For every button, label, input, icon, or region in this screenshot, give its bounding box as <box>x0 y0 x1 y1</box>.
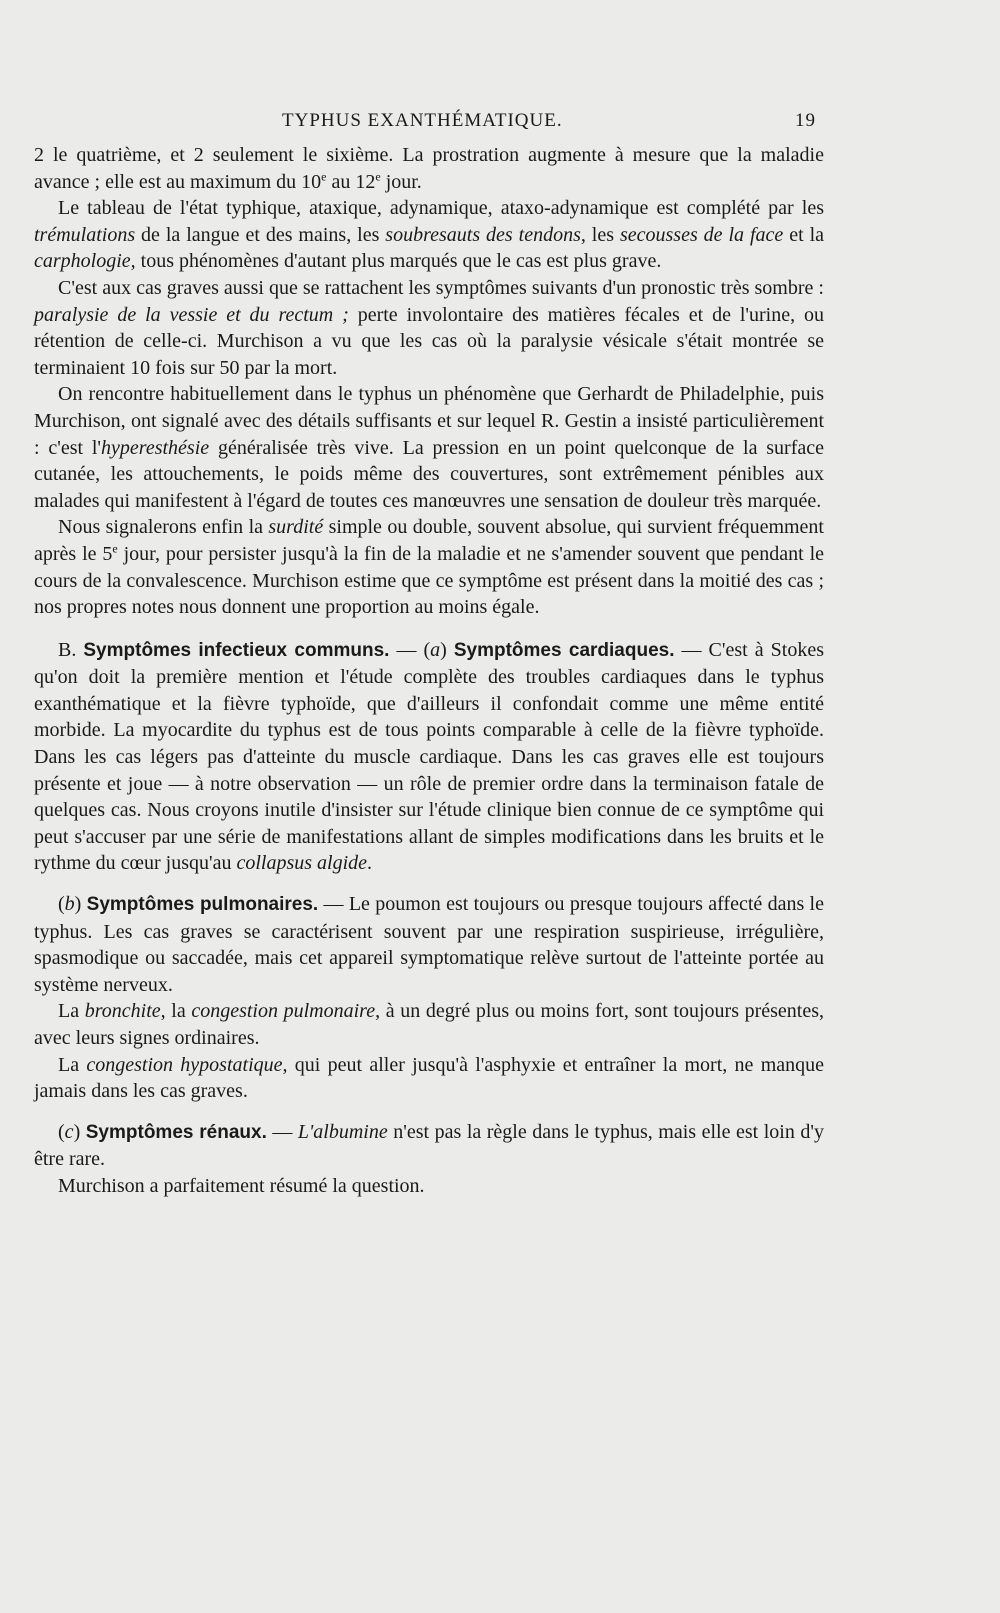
paragraph-renaux: (c) Symptômes rénaux. — L'albumine n'est pas la règle dans le typhus, mais elle est loin d'y être rare. <box>34 1120 824 1171</box>
running-header <box>34 110 816 136</box>
paragraph-4: On rencontre habituellement dans le typhus un phénomène que Gerhardt de Philadelphie, puis Murchison, ont signalé avec des détails suffisants et sur lequel R. Gestin a insisté particulièrement : c'est l'hyperesthésie généralisée très vive. La pression en un point quelconque de la surface cutanée, les attouchements, le poids même des couvertures, sont extrêmement pénibles aux malades qui manifestent à l'égard de toutes ces manœuvres une sensation de douleur très marquée. <box>34 383 824 512</box>
paragraph-8: La bronchite, la congestion pulmonaire, à un degré plus ou moins fort, sont toujours présentes, avec leurs signes ordinaires. <box>34 1000 825 1049</box>
subsection-heading: Symptômes rénaux. <box>85 1121 267 1143</box>
page-number: 19 <box>795 110 816 131</box>
paragraph-11: Murchison a parfaitement résumé la question. <box>58 1174 425 1197</box>
subsection-heading: Symptômes cardiaques. <box>453 639 675 661</box>
paragraph-3: C'est aux cas graves aussi que se rattachent les symptômes suivants d'un pronostic très sombre : paralysie de la vessie et du rectum ; perte involontaire des matières fécales et de l'urine, ou rétention de celle-ci. Murchison a vu que les cas où la paralysie vésicale s'était montrée se terminaient 10 fois sur 50 par la mort. <box>34 276 824 379</box>
paragraph-section-b: B. Symptômes infectieux communs. — (a) Symptômes cardiaques. — C'est à Stokes qu'on doit la première mention et l'étude complète des troubles cardiaques dans le typhus exanthématique et la fièvre typhoïde, que d'ailleurs il confondait comme une même entité morbide. La myocardite du typhus est de tous points comparable à celle de la fièvre typhoïde. Dans les cas légers pas d'atteinte du muscle cardiaque. Dans les cas graves elle est toujours présente et joue — à notre observation — un rôle de premier ordre dans la terminaison fatale de quelques cas. Nous croyons inutile d'insister sur l'étude clinique bien connue de ce symptôme qui peut s'accuser par une série de manifestations allant de simples modifications dans les bruits et le rythme du cœur jusqu'au collapsus algide. <box>34 638 824 875</box>
paragraph-2: Le tableau de l'état typhique, ataxique, adynamique, ataxo-adynamique est complété par les trémulations de la langue et des mains, les soubresauts des tendons, les secousses de la face et la carphologie, tous phénomènes d'autant plus marqués que le cas est plus grave. <box>34 197 825 273</box>
paragraph-5: Nous signalerons enfin la surdité simple ou double, souvent absolue, qui survient fréquemment après le 5e jour, pour persister jusqu'à la fin de la maladie et ne s'amender souvent que pendant le cours de la convalescence. Murchison estime que ce symptôme est présent dans la moitié des cas ; nos propres notes nous donnent une proportion au moins égale. <box>34 516 824 619</box>
section-heading: Symptômes infectieux communs. <box>83 639 390 661</box>
paragraph-pulmonaires: (b) Symptômes pulmonaires. — Le poumon est toujours ou presque toujours affecté dans le typhus. Les cas graves se caractérisent souvent par une respiration suspirieuse, irrégulière, spasmodique ou saccadée, mais cet appareil symptomatique relève surtout de l'atteinte portée au système nerveux. <box>34 893 824 996</box>
running-title: TYPHUS EXANTHÉMATIQUE. <box>282 110 563 131</box>
text-body <box>34 142 824 1200</box>
paragraph-1: 2 le quatrième, et 2 seulement le sixième. La prostration augmente à mesure que la maladie avance ; elle est au maximum du 10e au 12e jour. <box>34 144 824 193</box>
subsection-heading: Symptômes pulmonaires. <box>86 894 319 916</box>
paragraph-9: La congestion hypostatique, qui peut aller jusqu'à l'asphyxie et entraîner la mort, ne manque jamais dans les cas graves. <box>34 1053 825 1103</box>
